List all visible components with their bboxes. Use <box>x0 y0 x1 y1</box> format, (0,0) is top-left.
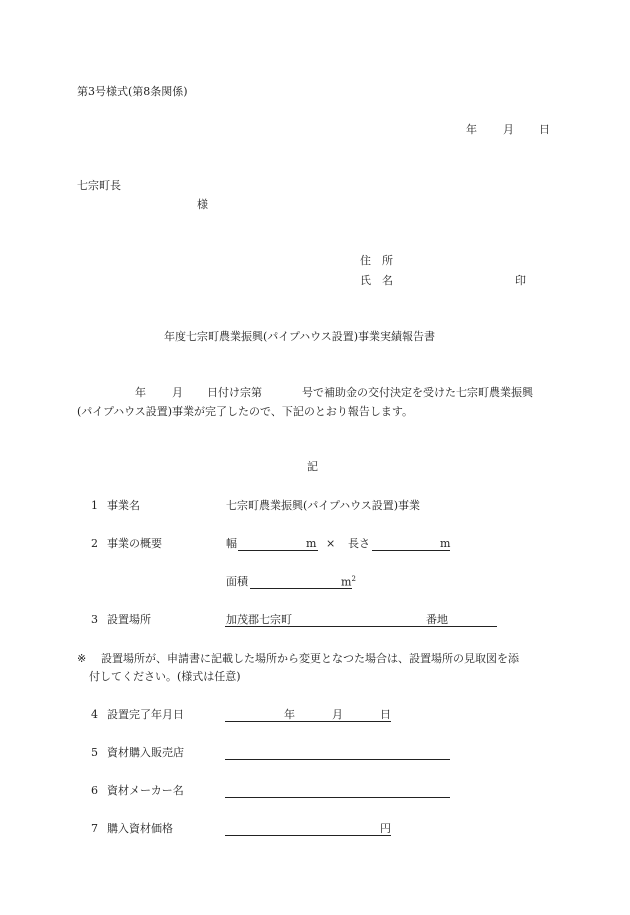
name-label: 氏 名 <box>360 274 393 287</box>
width-unit: m <box>306 537 317 550</box>
item-2-label: 事業の概要 <box>107 537 162 550</box>
date-month: 月 <box>503 123 514 136</box>
item-3-label: 設置場所 <box>107 613 151 626</box>
item-4-number: 4 <box>91 708 98 721</box>
form-number: 第3号様式(第8条関係) <box>77 85 188 98</box>
item-5-label: 資材購入販売店 <box>107 746 184 759</box>
note-line-1: 設置場所が、申請書に記載した場所から変更となつた場合は、設置場所の見取図を添 <box>101 652 519 665</box>
yen-label: 円 <box>380 822 391 835</box>
area-field[interactable] <box>250 576 352 589</box>
body-line-2: (パイプハウス設置)事業が完了したので、下記のとおり報告します。 <box>77 405 413 418</box>
width-label: 幅 <box>226 537 237 550</box>
date-day: 日 <box>539 123 550 136</box>
address-label: 住 所 <box>360 254 393 267</box>
item-6-number: 6 <box>91 784 98 797</box>
completion-date-field[interactable] <box>225 709 391 722</box>
addressee-honorific: 様 <box>197 198 208 211</box>
vendor-field[interactable] <box>225 747 450 760</box>
times-sign: × <box>326 537 336 550</box>
item-1-value: 七宗町農業振興(パイプハウス設置)事業 <box>226 499 421 512</box>
length-unit: m <box>440 537 451 550</box>
completion-year: 年 <box>284 708 295 721</box>
item-5-number: 5 <box>91 746 98 759</box>
area-label: 面積 <box>226 575 248 588</box>
note-line-2: 付してください。(様式は任意) <box>89 670 241 683</box>
completion-day: 日 <box>380 708 391 721</box>
completion-month: 月 <box>332 708 343 721</box>
item-3-number: 3 <box>91 613 98 626</box>
document-title: 年度七宗町農業振興(パイプハウス設置)事業実績報告書 <box>164 330 436 343</box>
body-month: 月 <box>172 386 183 399</box>
place-prefix: 加茂郡七宗町 <box>226 613 292 626</box>
ki-heading: 記 <box>307 460 318 473</box>
item-7-number: 7 <box>91 822 98 835</box>
length-field[interactable] <box>372 538 450 551</box>
addressee-title: 七宗町長 <box>77 179 121 192</box>
item-6-label: 資材メーカー名 <box>107 784 184 797</box>
price-field[interactable] <box>225 823 391 836</box>
item-2-number: 2 <box>91 537 98 550</box>
seal-mark: 印 <box>515 274 526 287</box>
note-mark: ※ <box>77 652 87 665</box>
item-7-label: 購入資材価格 <box>107 822 173 835</box>
banchi-label: 番地 <box>426 613 448 626</box>
length-label: 長さ <box>348 537 370 550</box>
body-dated: 日付け宗第 <box>207 386 262 399</box>
area-unit: $m^2$ <box>341 575 356 589</box>
item-1-label: 事業名 <box>107 499 140 512</box>
item-1-number: 1 <box>91 499 98 512</box>
body-year: 年 <box>135 386 146 399</box>
item-4-label: 設置完了年月日 <box>107 708 184 721</box>
body-rest: 号で補助金の交付決定を受けた七宗町農業振興 <box>302 386 533 399</box>
maker-field[interactable] <box>225 785 450 798</box>
date-year: 年 <box>466 123 477 136</box>
